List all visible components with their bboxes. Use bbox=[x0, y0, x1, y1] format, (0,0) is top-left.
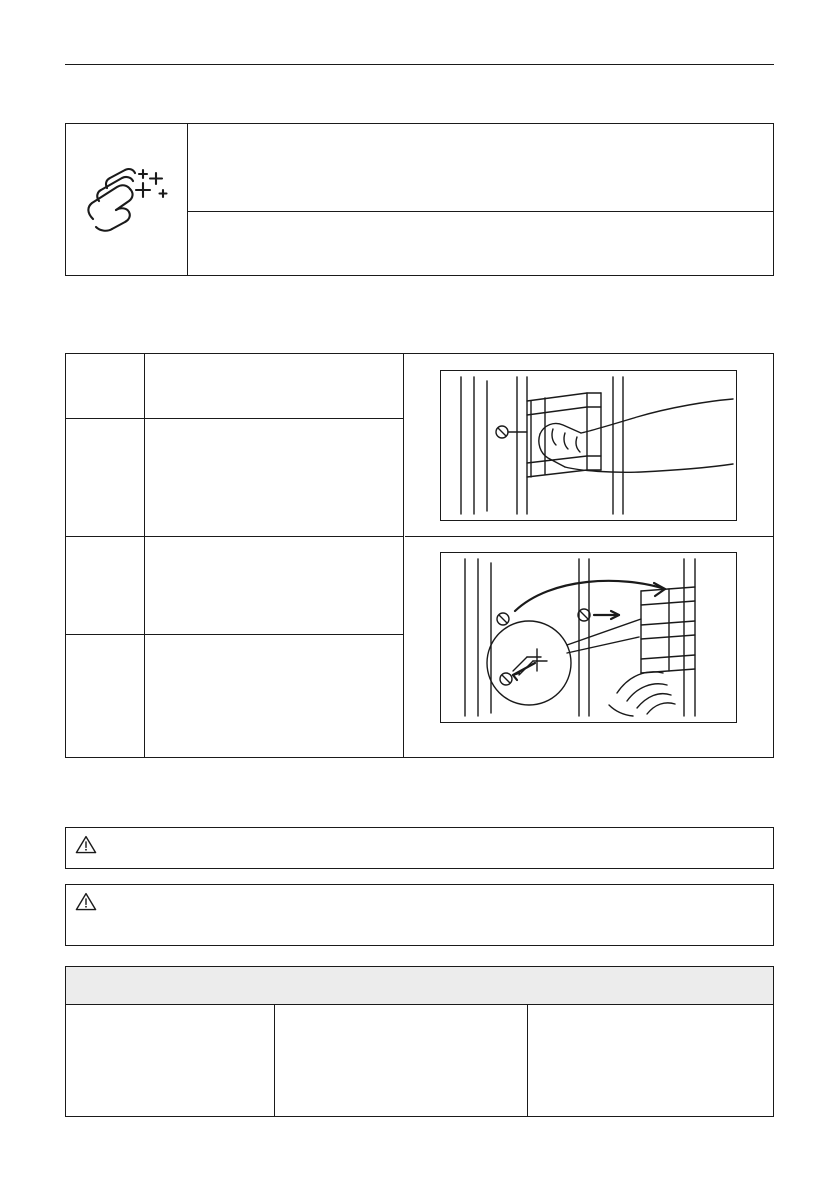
oven-shelf-support-removal-front bbox=[440, 370, 737, 521]
step-text bbox=[145, 354, 403, 418]
warning-triangle-icon bbox=[66, 885, 106, 911]
care-icon-cell bbox=[66, 124, 188, 275]
step-number bbox=[66, 537, 145, 634]
step-text bbox=[145, 635, 403, 757]
figure-cell-top bbox=[405, 354, 773, 537]
bottom-data-table bbox=[65, 966, 774, 1117]
care-text-column bbox=[188, 124, 773, 275]
step-number bbox=[66, 635, 145, 757]
header-rule bbox=[65, 64, 774, 65]
cleaning-hand-icon bbox=[81, 163, 173, 237]
bottom-table-body bbox=[66, 1005, 773, 1116]
table-row bbox=[66, 537, 403, 635]
warning-text-1 bbox=[106, 828, 773, 842]
table-row bbox=[66, 635, 403, 757]
shelf-support-steps-table bbox=[65, 353, 774, 758]
bottom-table-cell-3 bbox=[528, 1005, 773, 1116]
care-callout-box bbox=[65, 123, 774, 276]
care-note-primary bbox=[188, 124, 773, 212]
bottom-table-header bbox=[66, 967, 773, 1005]
oven-shelf-support-removal-rear bbox=[440, 552, 737, 723]
bottom-table-cell-1 bbox=[66, 1005, 275, 1116]
step-text bbox=[145, 419, 403, 536]
warning-text-2 bbox=[106, 885, 773, 899]
care-note-secondary bbox=[188, 212, 773, 275]
table-row bbox=[66, 354, 403, 419]
warning-box-1 bbox=[65, 827, 774, 869]
table-row bbox=[66, 419, 403, 537]
step-number bbox=[66, 354, 145, 418]
bottom-table-cell-2 bbox=[275, 1005, 528, 1116]
warning-triangle-icon bbox=[66, 828, 106, 854]
step-number bbox=[66, 419, 145, 536]
step-text bbox=[145, 537, 403, 634]
warning-box-2 bbox=[65, 884, 774, 946]
steps-figure-column bbox=[405, 354, 773, 757]
figure-cell-bottom bbox=[405, 537, 773, 757]
steps-left-column bbox=[66, 354, 404, 757]
